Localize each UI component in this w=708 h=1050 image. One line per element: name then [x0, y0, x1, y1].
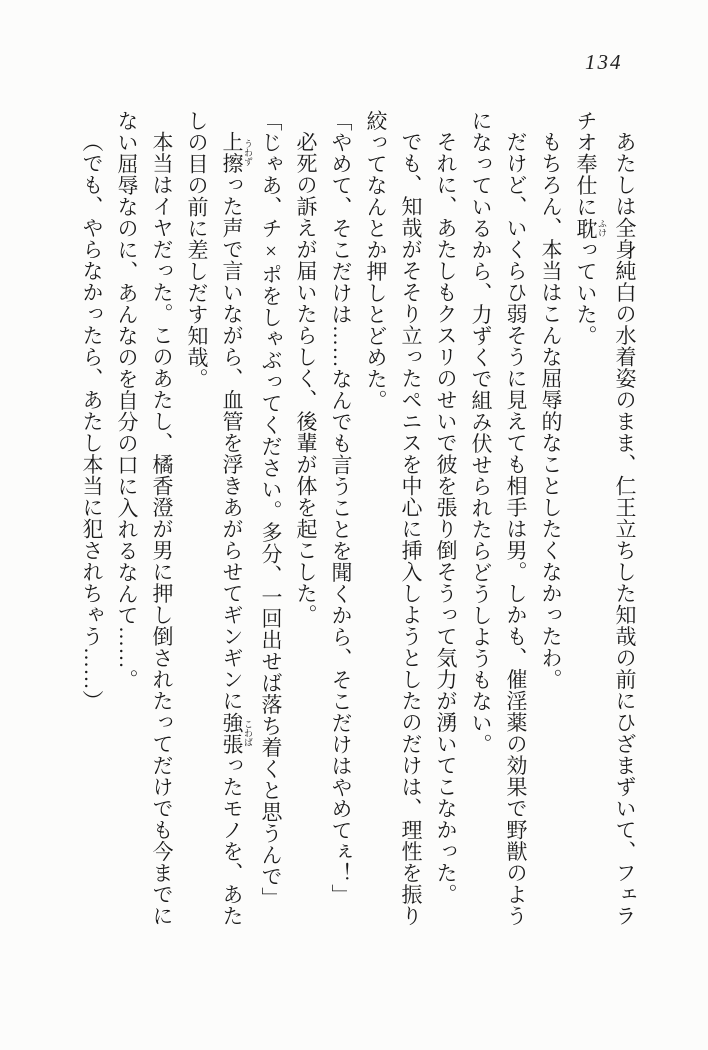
- text-line: 「じゃあ、チ×ポをしゃぶってください。多分、一回出せば落ち着くと思うんで」: [259, 110, 283, 909]
- text-line: もちろん、本当はこんな屈辱的なことしたくなかったわ。: [539, 131, 563, 690]
- text-line: しの目の前に差しだす知哉。: [185, 110, 209, 390]
- text-line: 本当はイヤだった。このあたし、橘香澄が男に押し倒されたってだけでも今までに: [150, 131, 174, 927]
- text-line: だけど、いくらひ弱そうに見えても相手は男。しかも、催淫薬の効果で野獣のよう: [504, 131, 528, 927]
- text-line: ない屈辱なのに、あんなのを自分の口に入れるなんて……。: [115, 110, 139, 691]
- ruby-annotated-word: 強張 こわば: [220, 711, 253, 755]
- text-line: 必死の訴えが届いたらしく、後輩が体を起こした。: [294, 131, 318, 626]
- ruby-annotated-word: 耽 ふけ: [574, 217, 607, 239]
- text-line: あたしは全身純白の水着姿のまま、仁王立ちした知哉の前にひざまずいて、フェラ: [613, 131, 637, 927]
- text-line: でも、知哉がそそり立ったペニスを中心に挿入しようとしたのだけは、理性を振り: [399, 131, 423, 927]
- text-line: それに、あたしもクスリのせいで彼を張り倒そうって気力が湧いてこなかった。: [434, 131, 458, 905]
- text-line: 上擦 うわずった声で言いながら、血管を浮きあがらせてギンギンに強張 こわばったモノを、あた: [220, 131, 253, 927]
- ruby-annotated-word: 上擦 うわず: [220, 131, 253, 174]
- page-number: 134: [585, 50, 623, 74]
- text-line: 絞ってなんとか押しとどめた。: [364, 110, 388, 411]
- text-line: 「やめて、そこだけは……なんでも言うことを聞くから、そこだけはやめてぇ！」: [329, 110, 353, 906]
- text-line: チオ奉仕に耽 ふけっていた。: [574, 110, 607, 347]
- text-line: （でも、やらなかったら、あたし本当に犯されちゃう……）: [80, 131, 104, 712]
- text-block: [74, 110, 642, 927]
- text-line: になっているから、力ずくで組み伏せられたらどうしようもない。: [469, 110, 493, 755]
